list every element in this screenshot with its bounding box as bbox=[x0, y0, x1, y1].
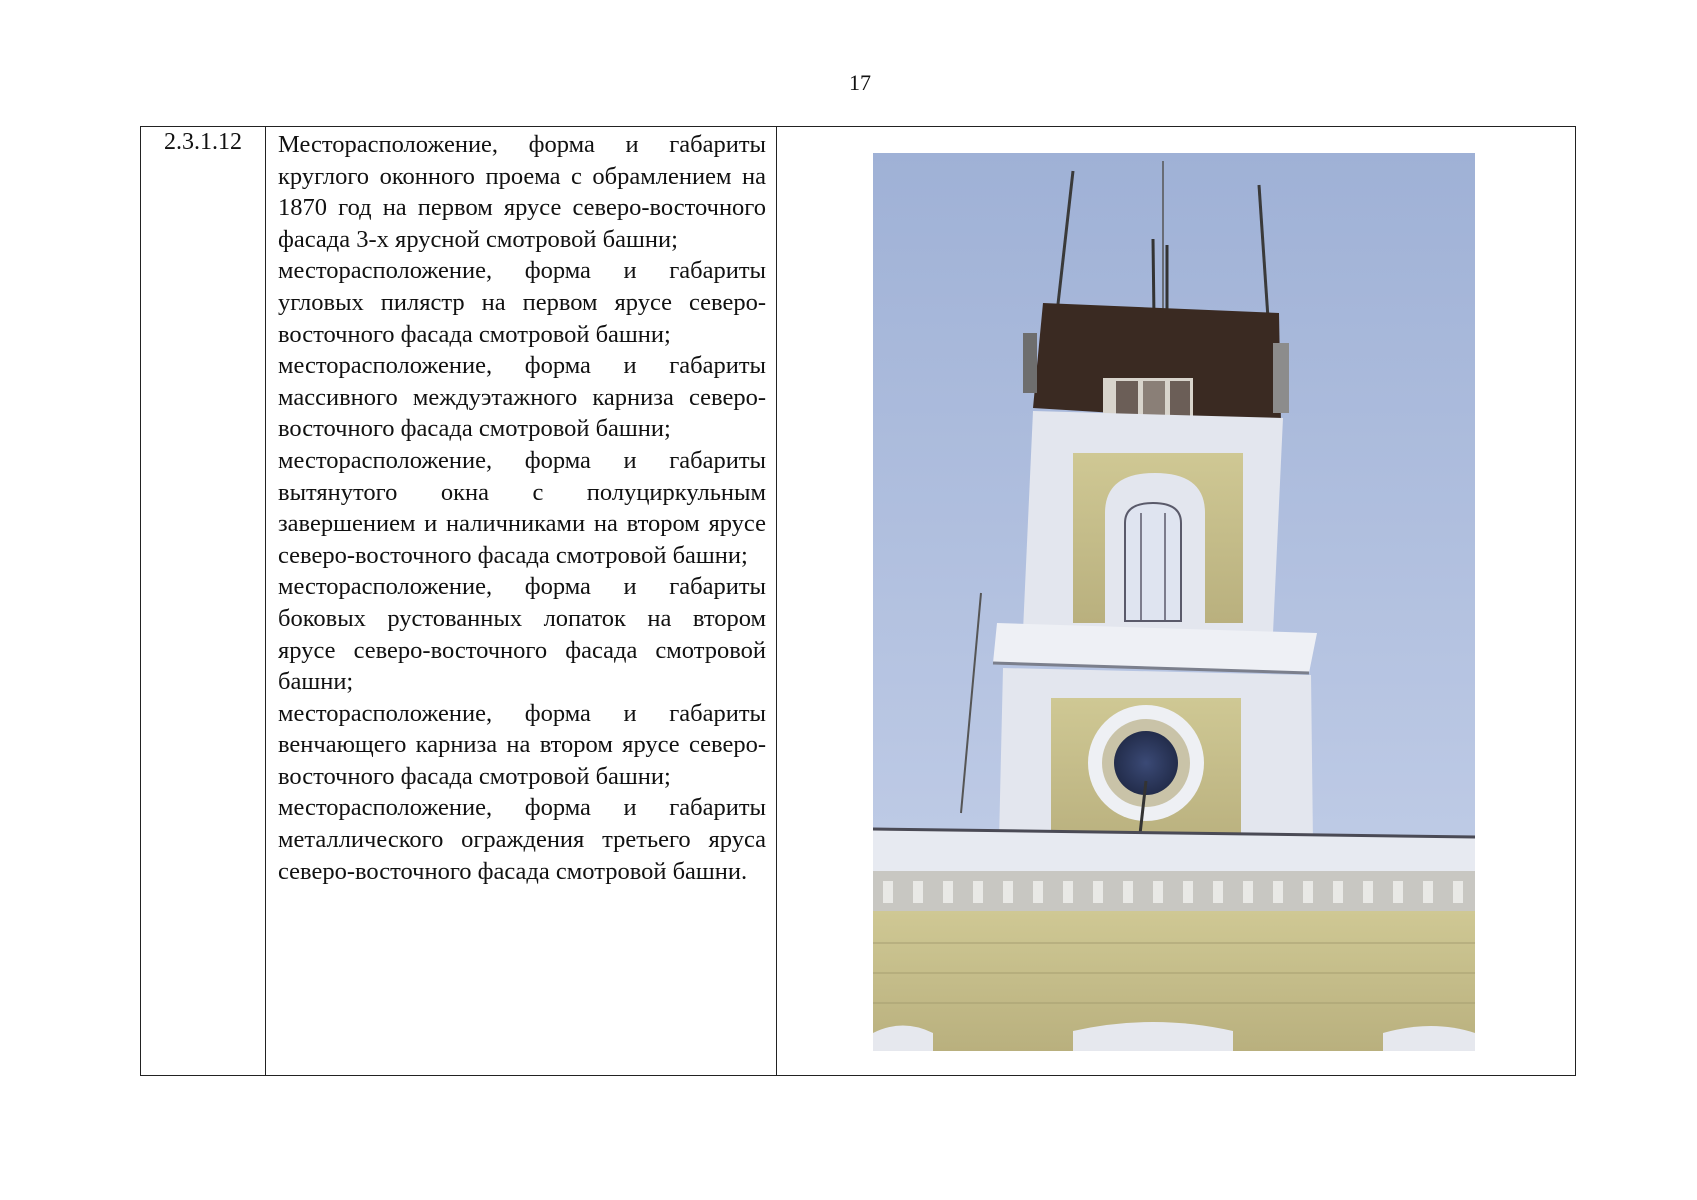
description-cell bbox=[266, 127, 777, 1076]
row-id: 2.3.1.12 bbox=[164, 129, 242, 155]
description-paragraph: месторасположение, форма и габариты угловых пилястр на первом ярусе северо-восточного фасада смотровой башни; bbox=[278, 257, 766, 348]
table-row bbox=[141, 127, 1576, 1076]
description-paragraph: месторасположение, форма и габариты вытянутого окна с полуциркульным завершением и наличниками на втором ярусе северо-восточного фасада смотровой башни; bbox=[278, 446, 766, 569]
description-paragraph: месторасположение, форма и габариты венчающего карниза на втором ярусе северо-восточного фасада смотровой башни; bbox=[278, 699, 766, 790]
page-number: 17 bbox=[849, 70, 871, 95]
description-paragraph: месторасположение, форма и габариты массивного междуэтажного карниза северо-восточного фасада смотровой башни; bbox=[278, 352, 766, 443]
description-paragraph: месторасположение, форма и габариты металлического ограждения третьего яруса северо-восточного фасада смотровой башни. bbox=[278, 794, 766, 885]
description-paragraph: Месторасположение, форма и габариты круглого оконного проема с обрамлением на 1870 год на первом ярусе северо-восточного фасада 3-х ярусной смотровой башни; bbox=[278, 131, 766, 253]
features-table bbox=[140, 126, 1576, 1076]
photo-cell bbox=[777, 127, 1576, 1076]
tower-photo bbox=[873, 153, 1475, 1051]
description-paragraph: месторасположение, форма и габариты боковых рустованных лопаток на втором ярусе северо-восточного фасада смотровой башни; bbox=[278, 573, 766, 696]
row-id-cell bbox=[141, 127, 266, 1076]
